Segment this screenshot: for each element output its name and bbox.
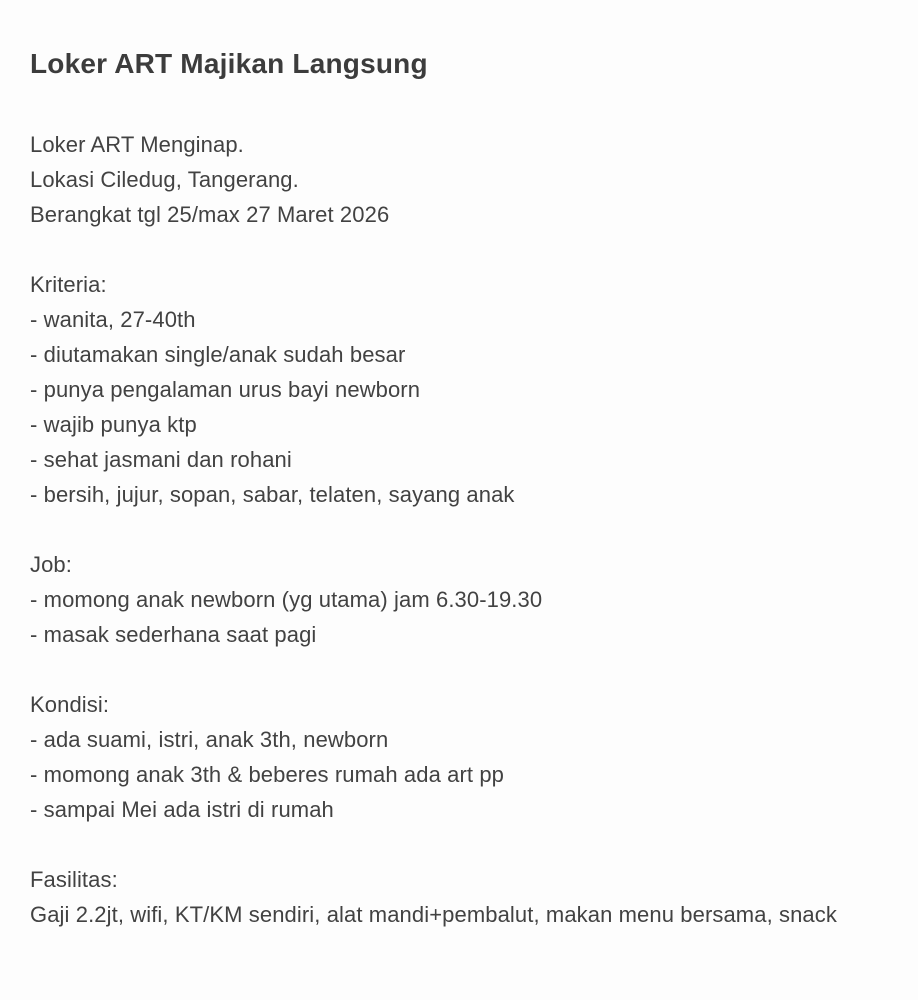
list-item: - momong anak newborn (yg utama) jam 6.30-19.30: [30, 587, 543, 612]
list-item: - sampai Mei ada istri di rumah: [30, 797, 334, 822]
section-heading: Kondisi:: [30, 692, 110, 717]
list-item: - momong anak 3th & beberes rumah ada art pp: [30, 762, 505, 787]
section-kondisi: [30, 687, 908, 827]
list-item: - diutamakan single/anak sudah besar: [30, 342, 406, 367]
intro-line: Loker ART Menginap.: [30, 132, 244, 157]
intro-line: Berangkat tgl 25/max 27 Maret 2026: [30, 202, 390, 227]
intro-line: Lokasi Ciledug, Tangerang.: [30, 167, 299, 192]
list-item: - punya pengalaman urus bayi newborn: [30, 377, 421, 402]
page-title: Loker ART Majikan Langsung: [30, 48, 428, 79]
list-item: - ada suami, istri, anak 3th, newborn: [30, 727, 389, 752]
section-fasilitas: [30, 862, 908, 932]
section-heading: Fasilitas:: [30, 867, 118, 892]
list-item: - sehat jasmani dan rohani: [30, 447, 292, 472]
list-item: - bersih, jujur, sopan, sabar, telaten, sayang anak: [30, 482, 515, 507]
section-job: [30, 547, 908, 652]
section-kriteria: [30, 267, 908, 512]
list-item: - masak sederhana saat pagi: [30, 622, 317, 647]
section-heading: Kriteria:: [30, 272, 107, 297]
intro-block: [30, 127, 908, 232]
list-item: Gaji 2.2jt, wifi, KT/KM sendiri, alat mandi+pembalut, makan menu bersama, snack: [30, 902, 837, 927]
section-heading: Job:: [30, 552, 72, 577]
list-item: - wanita, 27-40th: [30, 307, 196, 332]
list-item: - wajib punya ktp: [30, 412, 197, 437]
